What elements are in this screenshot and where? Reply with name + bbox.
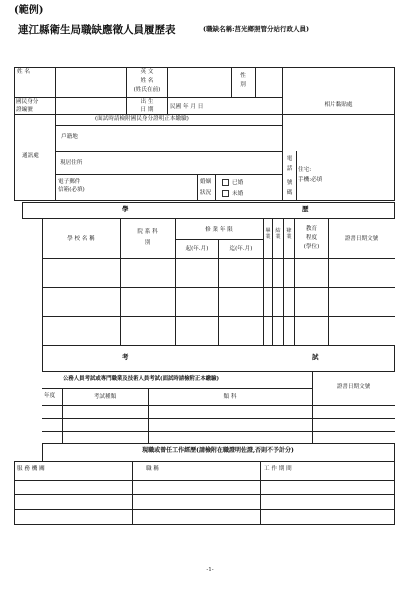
education-header-left: 學 bbox=[122, 205, 129, 213]
contact-label: 通訊處 bbox=[22, 153, 39, 159]
email-label: 電子郵件 bbox=[58, 179, 81, 185]
work-period-header: 工 作 期 間 bbox=[264, 466, 292, 472]
gender-label: 性 bbox=[240, 73, 246, 79]
school-name-header: 學 校 名 稱 bbox=[67, 236, 95, 242]
phone-label: 電 bbox=[286, 156, 293, 162]
education-header-right: 歷 bbox=[302, 205, 309, 213]
photo-label: 相片黏貼處 bbox=[324, 102, 353, 108]
form-title: 連江縣衛生局職缺應徵人員履歷表 bbox=[18, 24, 176, 36]
graduated-header: 畢業 bbox=[265, 228, 271, 240]
department-header: 院 系 科 bbox=[137, 229, 158, 235]
form-subtitle: (職缺名稱:莒光鄉照管分站行政人員) bbox=[203, 25, 310, 33]
id-number-label: 國民身分 bbox=[16, 99, 39, 105]
edu-cert-header: 證書日期文號 bbox=[344, 236, 379, 242]
name-label: 姓 名 bbox=[17, 69, 30, 75]
public-exam-title: 公務人員考試或專門職業及技術人員考試(面試時請檢附正本繳驗) bbox=[63, 376, 220, 382]
exam-type-header: 考試種類 bbox=[93, 394, 117, 400]
period-to-header: 迄(年.月) bbox=[229, 246, 253, 252]
period-from-header: 起(年.月) bbox=[185, 246, 209, 252]
exam-category-header: 類 科 bbox=[223, 394, 237, 400]
id-note: (面試時請檢附國民身分證明正本繳驗) bbox=[95, 116, 189, 122]
agency-header: 服 務 機 關 bbox=[17, 466, 45, 472]
household-label: 戶籍地 bbox=[61, 134, 78, 140]
page-number: -1- bbox=[206, 567, 214, 573]
married-option[interactable]: 已婚 bbox=[222, 179, 243, 186]
position-header: 職 稱 bbox=[146, 466, 159, 472]
exam-header-left: 考 bbox=[122, 353, 129, 361]
birth-date-value: 民國 年 月 日 bbox=[170, 104, 204, 110]
experience-header: 現職或曾任工作經歷(請檢附在職證明佐證,否則不予計分) bbox=[142, 447, 294, 454]
married-checkbox[interactable] bbox=[222, 179, 229, 186]
exam-year-header: 年度 bbox=[44, 393, 56, 399]
completed-header: 結業 bbox=[275, 228, 281, 240]
eng-name-label: 英 文 bbox=[140, 69, 154, 75]
home-phone-label: 住宅: bbox=[298, 167, 312, 173]
unmarried-checkbox[interactable] bbox=[222, 190, 229, 197]
residence-label: 現居住所 bbox=[60, 160, 83, 166]
exam-cert-header: 證書日期文號 bbox=[336, 384, 371, 390]
unmarried-option[interactable]: 未婚 bbox=[222, 190, 243, 197]
mobile-phone-label: 手機:必填 bbox=[298, 177, 323, 183]
marital-label: 婚姻 bbox=[200, 179, 212, 185]
study-period-header: 修 業 年 限 bbox=[205, 227, 233, 233]
example-tag: (範例) bbox=[14, 5, 44, 16]
degree-header: 教育 bbox=[305, 226, 318, 232]
birth-date-label: 出 生 bbox=[140, 99, 154, 105]
exam-header-right: 試 bbox=[312, 353, 319, 361]
dropped-header: 肄業 bbox=[286, 228, 292, 240]
